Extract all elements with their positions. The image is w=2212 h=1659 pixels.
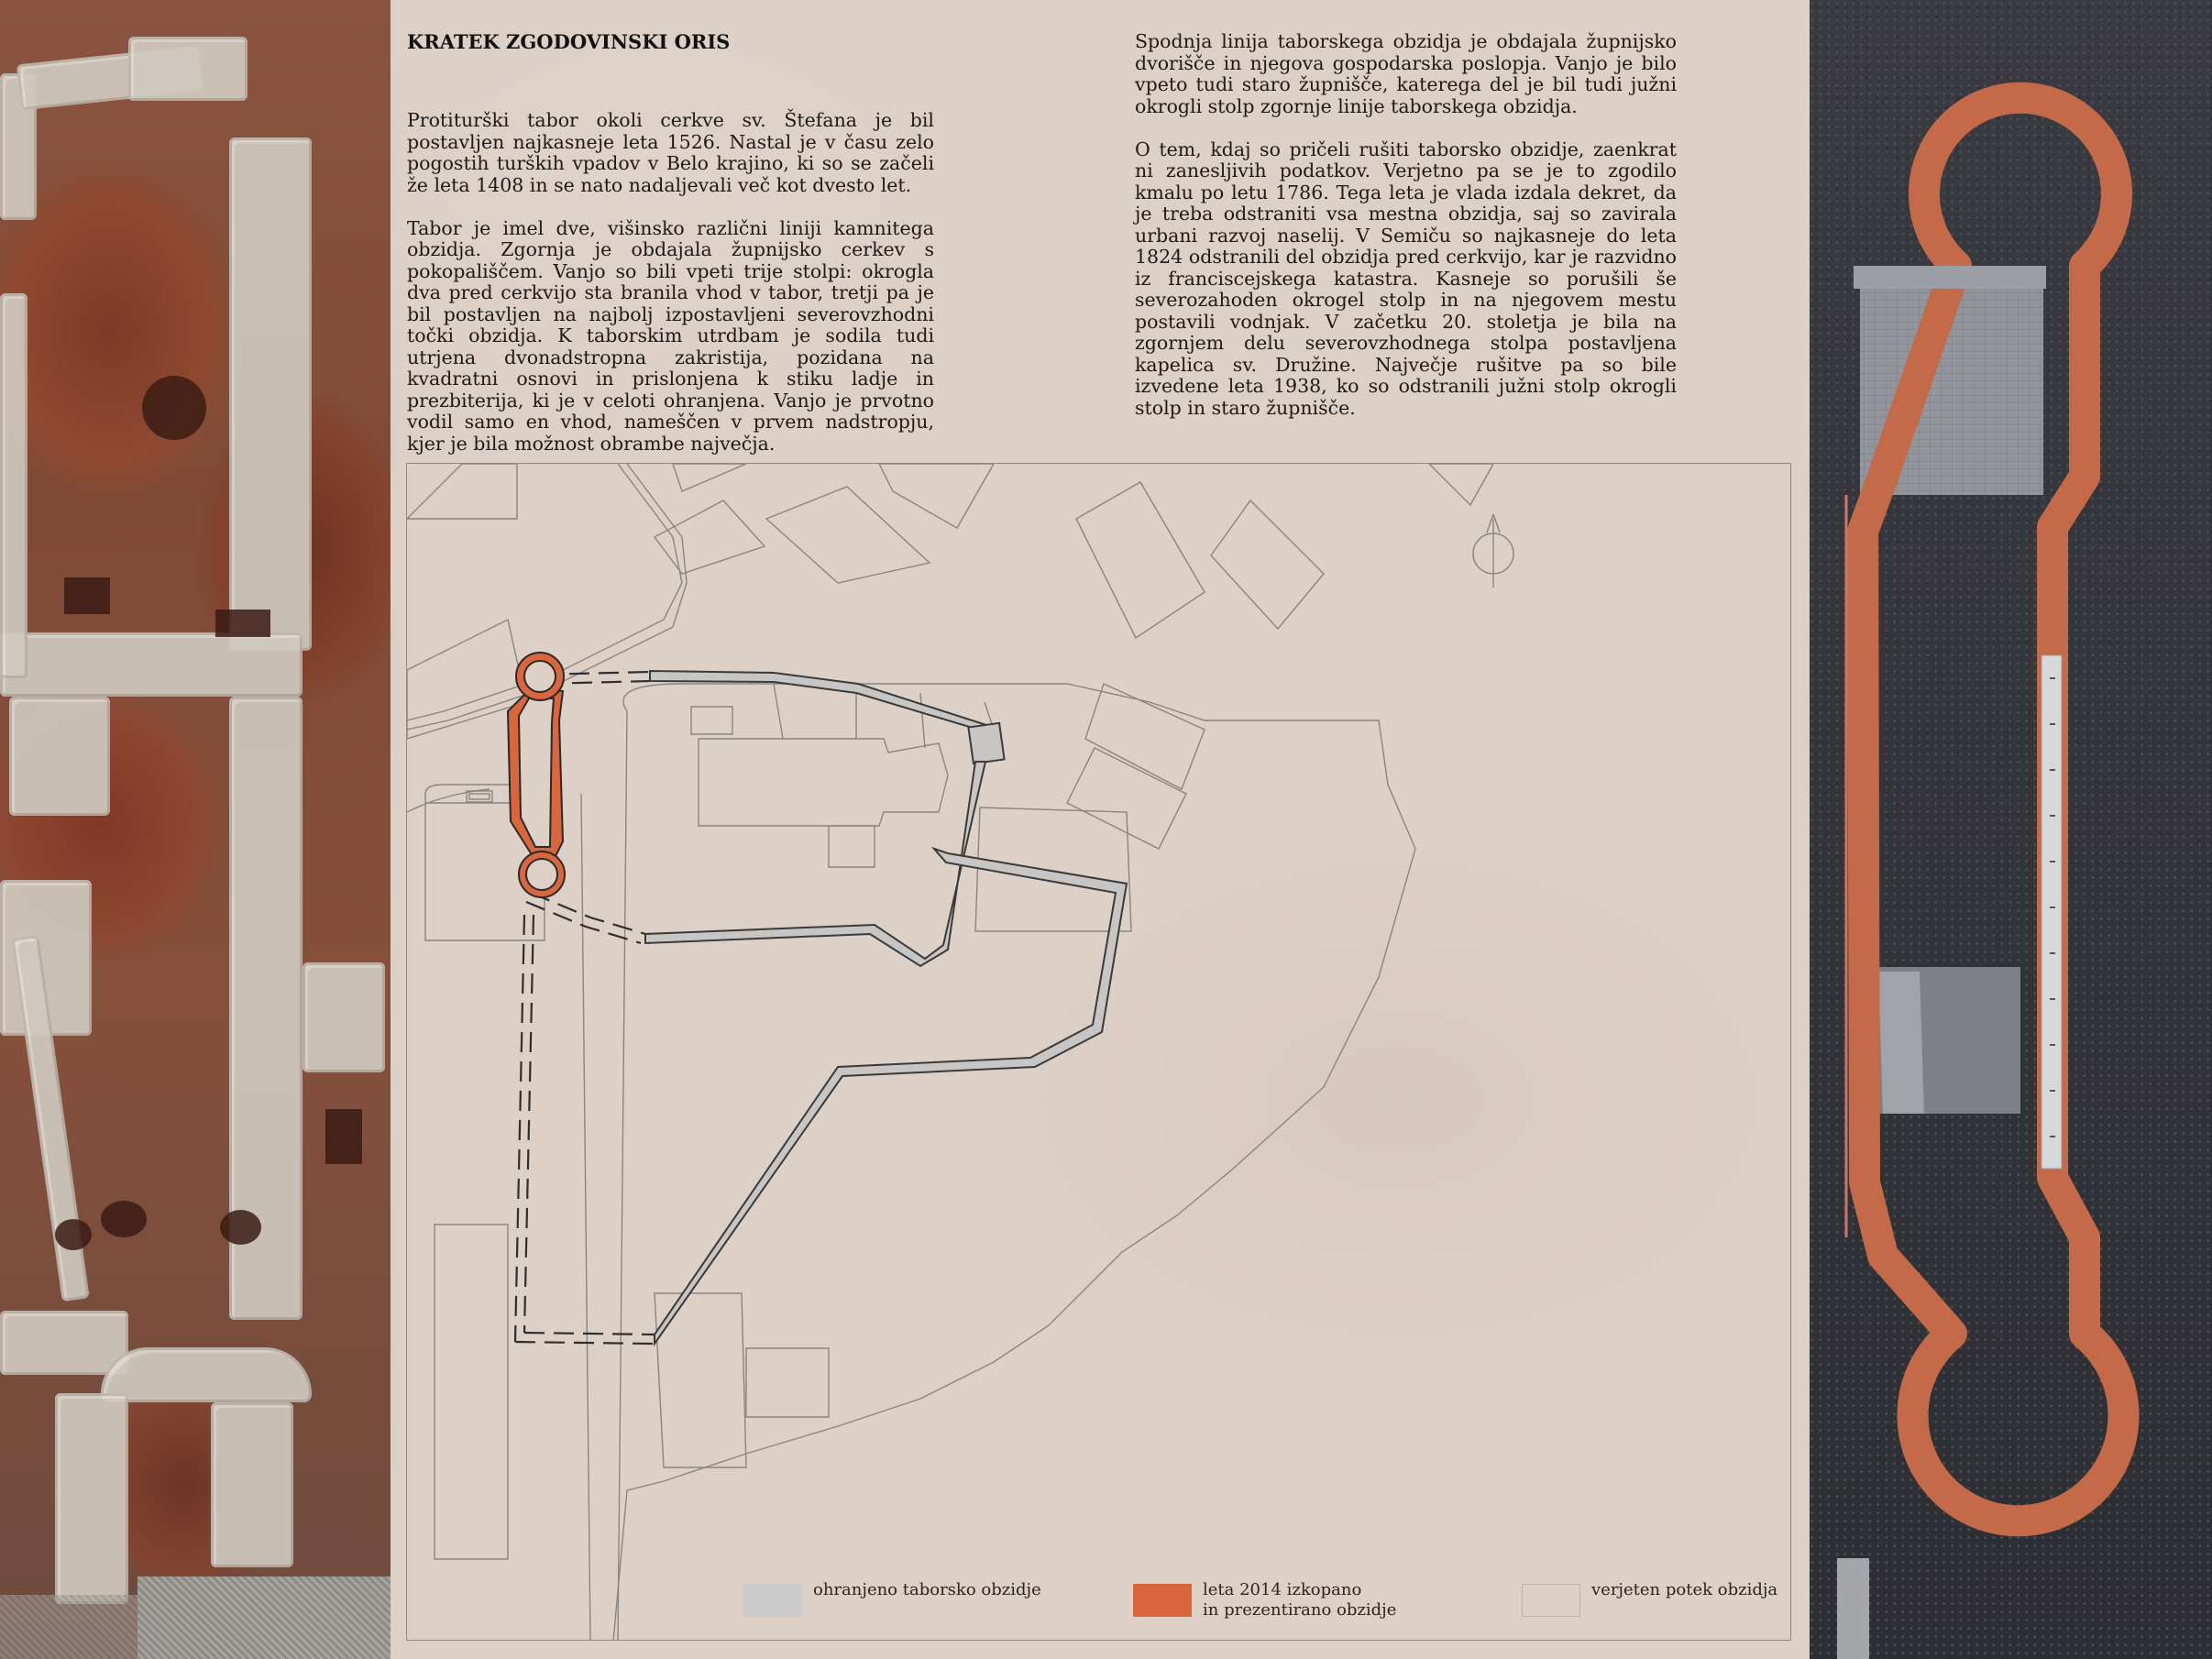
steps xyxy=(1878,972,1924,1114)
legend-label-presumed: verjeten potek obzidja xyxy=(1591,1580,1778,1599)
drone-photo-drawing xyxy=(1810,0,2212,1659)
building-outline xyxy=(746,1348,829,1417)
church-outline xyxy=(699,739,948,826)
building-outline xyxy=(1211,500,1324,629)
church-tower-outline xyxy=(691,707,732,734)
paragraph: Spodnja linija taborskega obzidja je obdajala župnijsko dvorišče in njegova gospodarska poslopja. Vanjo je bilo vpeto tudi staro župnišče, katerega del je bil tudi južni okrogli stolp zgornje linije taborskega obzidja. xyxy=(1135,30,1677,117)
legend-label-excavated: leta 2014 izkopano in prezentirano obzidje xyxy=(1203,1580,1397,1620)
building-outline xyxy=(407,464,517,519)
excavated-wall xyxy=(508,653,565,897)
text-column-right xyxy=(1135,31,1677,441)
legend-swatch-excavated xyxy=(1133,1584,1192,1617)
legend-label-preserved: ohranjeno taborsko obzidje xyxy=(813,1580,1041,1599)
preserved-wall xyxy=(645,671,1127,1344)
legend-swatch-presumed xyxy=(1522,1584,1580,1617)
paragraph: Protiturški tabor okoli cerkve sv. Štefana je bil postavljen najkasneje leta 1526. Nastal je v času zelo pogostih turških vpadov v Belo krajino, ki so se začeli že leta 1408 in se nato nadaljevali več kot dvesto let. xyxy=(407,109,934,196)
info-panel xyxy=(391,0,1810,1659)
building-outline xyxy=(1067,748,1186,849)
curb xyxy=(1854,266,2046,289)
path-line xyxy=(581,794,590,1641)
excavation-photo xyxy=(0,0,391,1659)
building-outline xyxy=(435,1225,508,1559)
plot-line xyxy=(774,684,783,739)
building-outline xyxy=(1076,482,1205,638)
north-arrow-icon xyxy=(1473,514,1513,588)
paragraph: O tem, kdaj so pričeli rušiti taborsko obzidje, zaenkrat ni zanesljivih podatkov. Verjetno pa se je to zgodilo kmalu po letu 1786. Tega leta je vlada izdala dekret, da je treba odstraniti vsa mestna obzidja, saj so zavirala urbani razvoj naselij. V Semiču so najkasneje do leta 1824 odstranili del obzidja pred cerkvijo, kar je razvidno iz franciscejskega katastra. Kasneje so porušili še severozahoden okrogel stolp in na njegovem mestu postavili vodnjak. V začetku 20. stoletja je bila na zgornjem delu severovzhodnega stolpa postavljena kapelica sv. Družine. Največje rušitve pa so bile izvedene leta 1938, ko so odstranili južni stolp okrogli stolp in staro župnišče. xyxy=(1135,137,1677,419)
compound-boundary xyxy=(613,684,1415,1641)
sacristy-outline xyxy=(829,826,875,867)
site-plan-map xyxy=(406,463,1791,1641)
building-outline xyxy=(766,487,930,583)
path-line xyxy=(407,789,490,812)
panel-heading: KRATEK ZGODOVINSKI ORIS xyxy=(407,30,731,53)
building-outline xyxy=(1429,464,1493,505)
building-outline xyxy=(879,464,994,528)
legend-swatch-preserved xyxy=(743,1584,802,1617)
building-outline xyxy=(655,500,765,574)
text-column-left xyxy=(407,110,934,477)
building-outline xyxy=(673,464,746,491)
stairs-outline xyxy=(469,794,490,799)
drone-photo xyxy=(1810,0,2212,1659)
paragraph: Tabor je imel dve, višinsko različni liniji kamnitega obzidja. Zgornja je obdajala župnijsko cerkev s pokopališčem. Vanjo so bili vpeti trije stolpi: okrogla dva pred cerkvijo sta branila vhod v tabor, tretji pa je bil postavljen na najbolj izpostavljeni severovzhodni točki obzidja. K taborskim utrdbam je sodila tudi utrjena dvonadstropna zakristija, pozidana na kvadratni osnovi in prislonjena k stiku ladje in prezbiterija, ki je v celoti ohranjena. Vanjo je prvotno vodil samo en vhod, nameščen v prvem nadstropju, kjer je bila možnost obrambe največja. xyxy=(407,216,934,455)
site-plan-drawing xyxy=(407,464,1791,1641)
plot-line xyxy=(920,693,925,748)
stairs-outline xyxy=(467,791,492,802)
curb xyxy=(1837,1558,1869,1659)
